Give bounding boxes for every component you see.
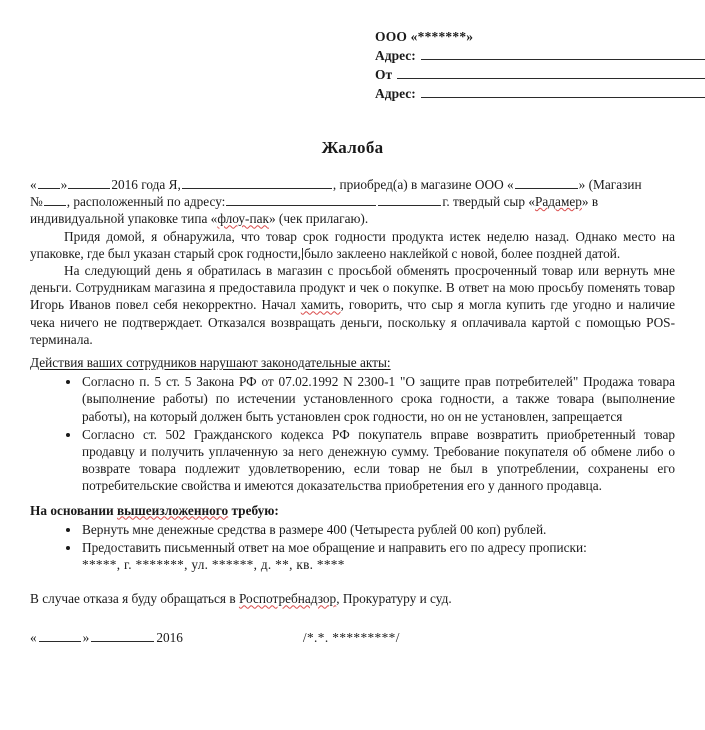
document-title: Жалоба [321, 138, 384, 157]
header-address-row-1 [375, 47, 705, 65]
month-blank[interactable] [68, 177, 110, 189]
intro-located: , расположенный по адресу: [66, 194, 226, 210]
supervisory-authority: Роспотребнадзор [238, 591, 337, 607]
header-from-row [375, 66, 705, 84]
list-item: Согласно ст. 502 Гражданского кодекса РФ покупатель вправе возвратить приобретенный товар продавцу и получить уплаченную за него денежную сумму. Требование покупателя об обмене либо о возврате товара подлежит удовлетворению, если товар не был в употреблении, сохранены его потребительские свойства и имеются доказательства приобретения его у данного продавца. [82, 426, 675, 494]
intro-shop-tail: » (Магазин [578, 177, 642, 192]
buyer-name-blank[interactable] [182, 177, 332, 189]
intro-packaging-prefix: индивидуальной упаковке типа « [30, 211, 218, 227]
intro-line3-tail: » (чек прилагаю). [268, 211, 369, 227]
address-fill-2[interactable] [421, 85, 705, 98]
organization-name: ООО «*******» [375, 29, 474, 44]
intro-paragraph [30, 176, 675, 228]
intro-year: 2016 года Я, [111, 177, 181, 192]
packaging-type: флоу-пак [217, 211, 269, 227]
shop-name-blank[interactable] [515, 177, 578, 189]
list-item: Вернуть мне денежные средства в размере 400 (Четыреста рублей 00 коп) рублей. [80, 521, 675, 538]
shop-address-blank[interactable] [226, 194, 376, 206]
narrative-1-part-a: Придя домой, я обнаружила, что товар срок годности продукта истек неделю назад. Однако место на упаковке, где был указан старый срок годности, [30, 228, 675, 261]
shop-number-blank[interactable] [44, 194, 66, 206]
signature-month-blank[interactable] [91, 630, 154, 642]
signature-day-blank[interactable] [39, 630, 81, 642]
header-address-row-2 [375, 85, 705, 103]
intro-number-prefix: № [30, 194, 43, 210]
signature-name-placeholder: /*.*. *********/ [302, 629, 400, 645]
violations-heading: Действия ваших сотрудников нарушают законодательные акты: [30, 355, 391, 371]
address-label-2: Адрес: [375, 86, 416, 101]
intro-purchased: , приобред(а) в магазине ООО « [332, 177, 514, 192]
signature-date [30, 630, 183, 646]
violations-list [30, 373, 675, 494]
narrative-paragraph-1 [30, 228, 675, 262]
cheese-brand: Радамер [534, 194, 582, 210]
narrative-paragraph-2 [30, 262, 675, 348]
demand-2-text: Предоставить письменный ответ на мое обращение и направить его по адресу прописки: [82, 540, 587, 556]
intro-close-quote: » [60, 177, 68, 192]
day-blank[interactable] [38, 177, 60, 189]
demands-heading-part-a: На основании [30, 502, 117, 518]
addressee-header [375, 28, 705, 103]
closing-part-a: В случае отказа я буду обращаться в [30, 591, 239, 607]
closing-part-b: , Прокуратуру и суд. [336, 591, 452, 607]
list-item: Согласно п. 5 ст. 5 Закона РФ от 07.02.1992 N 2300-1 "О защите прав потребителей" Продажа товара (выполнение работы) по истечении установленного срока годности, а также товара (выполнение работы), на который должен быть установлен срок годности, но он не установлен, запрещается [82, 374, 675, 424]
intro-product-tail: г. твердый сыр « [442, 194, 535, 210]
signature-year: 2016 [156, 629, 183, 645]
signature-open-quote: « [30, 629, 37, 645]
narrative-2-part-b: , говорить, что сыр я могла купить где угодно и наличие чека ничего не подтверждает. Отказался возвращать деньги, поскольку я оплачивала картой с помощью POS-терминала. [30, 297, 675, 347]
demands-heading-part-b: требую: [228, 502, 279, 518]
address-label-1: Адрес: [375, 48, 416, 63]
text-caret [302, 248, 303, 260]
signature-close-quote: » [82, 629, 90, 645]
address-fill-1[interactable] [421, 47, 705, 60]
list-item [80, 539, 675, 573]
from-label: От [375, 67, 393, 82]
intro-open-quote: « [30, 177, 37, 192]
demand-2-address: *****, г. *******, ул. ******, д. **, кв. **** [82, 557, 345, 573]
demands-heading [30, 502, 675, 519]
narrative-2-part-a: На следующий день я обратилась в магазин с просьбой обменять просроченный товар или вернуть мне деньги. Сотрудникам магазина я предоставила продукт и чек о покупке. В ответ на мою просьбу поменять товар Игорь Иванов повел себя некорректно. Начал [30, 263, 675, 313]
demands-list [30, 521, 675, 574]
header-organization-row [375, 28, 705, 46]
demands-heading-misspelled: вышеизложенного [116, 502, 229, 518]
narrative-2-misspelled-word: хамить [300, 297, 341, 313]
signature-row [30, 630, 675, 646]
narrative-1-part-b: было заклеено наклейкой с новой, более поздней датой. [304, 245, 621, 261]
from-fill[interactable] [397, 66, 705, 79]
intro-line2-end: » в [581, 194, 599, 210]
closing-statement [30, 590, 675, 607]
city-blank[interactable] [378, 194, 441, 206]
